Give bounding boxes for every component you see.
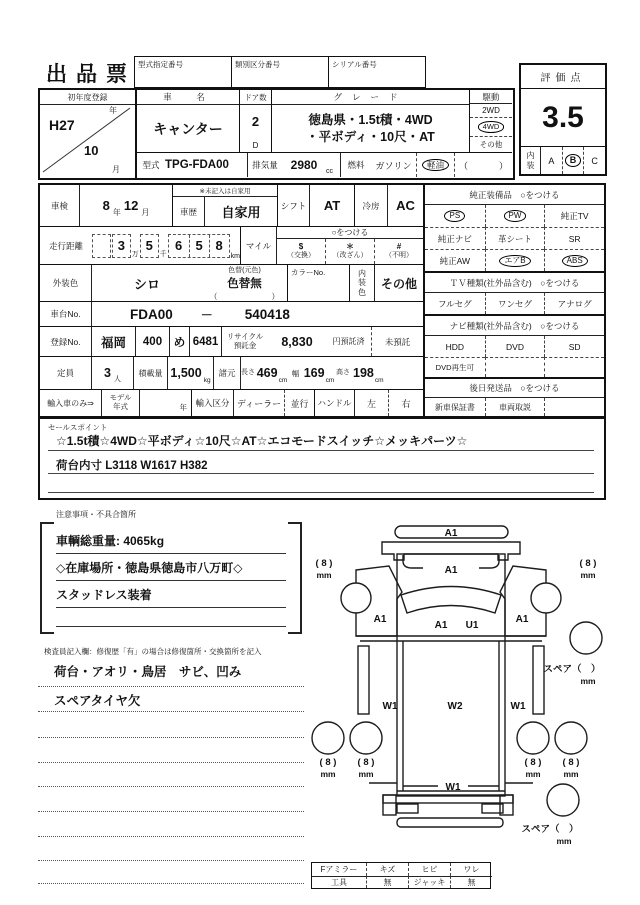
model-value: TPG-FDA00 [165,159,229,171]
equip-pw-circled: PW [504,210,527,222]
wheel-front-right [531,583,561,613]
equip-genuine-aw: 純正AW [425,249,485,271]
mile-option-exchange-text: （交換） [287,252,315,260]
wheel-front-left [341,583,371,613]
chassis-label: 車台No. [40,302,92,326]
color-number-label: カラーNo. [287,265,349,301]
doors-header: ドア数 [240,90,271,105]
navi-type-block [425,316,604,379]
notes-line-4-empty [56,608,286,627]
inspector-rule-6 [38,811,304,812]
inspector-rule-3 [38,737,304,738]
drive-option-4wd [470,118,512,137]
chassis-prefix: FDA00 [130,306,173,322]
wheel-rear-left-outer [312,722,344,754]
load-label: 積載量 [134,357,168,389]
spare-tire-bottom [547,784,579,816]
tread-depth-front-left: ( 8 ) [315,558,333,569]
odo-unit-man: 万 [131,251,139,258]
tread-unit-front-right: mm [580,570,596,580]
ac-label: 冷房 [355,185,388,226]
recycle-amount: 8,830 [281,334,313,349]
notes-line-3: スタッドレス装着 [56,581,286,608]
car-name-value: キャンター [153,120,223,137]
mile-option-exchange-symbol: $ [298,242,304,252]
model-label: 型式 [142,160,160,170]
spec-label: 諸元 [214,357,241,389]
ship-warranty-book: 新車保証書 [434,402,475,412]
interior-option-b [562,147,585,174]
load-value: 1,500 [170,366,202,380]
inspector-rule-2 [38,711,304,712]
inspector-line-2: スペアタイヤ欠 [54,694,141,708]
odo-digit-4: 6 [175,238,183,253]
displacement-value: 2980 [290,158,318,172]
spare-unit-top: mm [580,676,596,686]
mile-option-tampered-symbol: ＊ [346,242,354,252]
grade-header: グレード [272,90,469,105]
car-name-cell [137,90,240,152]
navi-empty-2 [544,357,604,377]
capacity-unit: 人 [113,376,121,383]
row-import [40,390,423,416]
shaken-year: 8 [102,198,110,213]
later-shipment-header: 後日発送品 ○をつける [425,379,604,398]
fuel-paren-close: ） [498,160,508,171]
interior-grade-label: 内装 [521,147,541,174]
sales-rule-1 [48,450,594,451]
first-registration-label: 初年度登録 [40,90,135,105]
capacity-label: 定員 [40,357,92,389]
import-division-label: 輸入区分 [192,390,234,416]
recycle-unpaid-label: 未預託 [384,336,411,347]
wheel-rear-left-inner [350,722,382,754]
panel-code-bed-left: W1 [382,701,398,712]
displacement-label: 排気量 [252,160,278,170]
tv-fullseg: フルセグ [437,298,472,309]
fuel-option-gasoline: ガソリン [371,153,417,177]
inspector-line-1: 荷台・アオリ・鳥居 サビ、凹み [54,665,242,679]
reg-month-unit: 月 [112,165,120,175]
side-rail-left [358,646,369,714]
score-label: 評価点 [521,65,605,89]
reg-area: 福岡 [92,327,136,356]
ship-vehicle-manual: 車両取説 [485,398,545,416]
panel-code-bed-right: W1 [510,701,526,712]
field-classification-label: 類別区分番号 [235,60,280,69]
mile-option-exchange [277,239,325,264]
panel-code-front-bumper: A1 [444,528,458,539]
chassis-number: 540418 [244,306,290,322]
inspector-rule-1 [38,686,304,687]
inspector-rule-7 [38,836,304,837]
spare-label-bottom: スペア（ ） [521,824,579,835]
grade-line-2: ・平ボディ・10尺・AT [306,129,435,144]
spare-unit-bottom: mm [556,836,572,846]
equip-abs-circled: ABS [562,255,588,267]
exterior-color-value: シロ [133,276,160,292]
inspector-rule-5 [38,786,304,787]
row-inspection [40,185,423,227]
import-option-dealer: ディーラー [234,390,285,416]
equip-ps [425,205,485,227]
shaken-year-unit: 年 [112,208,121,218]
odo-digit-1 [92,234,111,258]
capacity-value: 3 [104,366,111,380]
history-value: 自家用 [221,205,261,220]
handle-option-right: 右 [401,398,411,409]
equipment-panel [425,185,604,416]
odo-unit-km: km [230,253,241,260]
cab-corner-right [479,555,499,568]
panel-code-rear: W1 [445,782,461,793]
equip-pw [485,205,545,227]
interior-color-label: 内装色 [349,265,375,301]
import-only-label: 輸入車のみ⇒ [40,390,102,416]
drive-option-other: その他 [479,140,503,149]
recycle-paid-label: 円預託済 [326,327,372,356]
odo-digit-6: 8 [209,235,229,257]
inspector-rule-8 [38,860,304,861]
model-year-label: モデル年式 [102,390,140,416]
reg-year-unit: 年 [109,106,117,115]
row-chassis [40,302,423,327]
equip-ps-circled: PS [444,210,465,222]
mile-option-tampered-text: （改ざん） [332,252,368,260]
load-unit: kg [203,377,211,384]
cond-jack-value: 無 [450,876,492,889]
cond-crack: ヒビ [408,863,450,876]
inspector-rule-4 [38,762,304,763]
doors-cell [240,90,272,152]
doors-value: 2 [251,114,260,129]
cond-scratch: キズ [366,863,408,876]
equip-abs [544,249,604,271]
mile-option-unknown-symbol: # [396,242,402,252]
equip-sunroof: SR [544,227,604,249]
import-option-parallel: 並行 [285,390,315,416]
odo-unit-sen: 千 [159,251,167,258]
tread-depth-rear-left-outer: ( 8 ) [319,757,337,768]
spec-table [38,183,606,418]
reg-class: 400 [136,327,170,356]
mile-label: マイル [241,227,277,264]
height-unit: cm [374,377,384,384]
cab-and-bed-outline [397,554,505,796]
color-change-label: 色替(元色) [228,266,261,274]
drive-option-2wd: 2WD [470,104,512,118]
ac-value: AC [396,198,415,213]
field-model-designation-label: 型式指定番号 [138,60,183,69]
shaken-label: 車検 [40,185,80,226]
genuine-equipment-block [425,185,604,273]
interior-option-a: A [548,155,555,166]
grade-line-1: 徳島県・1.5t積・4WD [308,112,433,127]
wheel-rear-right-outer [555,722,587,754]
model-year-unit: 年 [140,390,192,416]
doors-sub-value: D [252,140,259,150]
tv-oneseg: ワンセグ [485,293,545,314]
odo-digit-3: 5 [140,234,159,258]
equip-genuine-tv: 純正TV [544,205,604,227]
cond-break: ワレ [450,863,492,876]
fuel-option-diesel [417,153,455,177]
recycle-label: リサイクル預託金 [226,331,264,350]
equip-airbag [485,249,545,271]
genuine-equipment-header: 純正装備品 ○をつける [425,185,604,205]
exterior-color-label: 外装色 [40,265,92,301]
reg-kana: め [170,327,190,356]
tv-analog: アナログ [544,293,604,314]
reg-number: 6481 [190,327,222,356]
color-change-paren-close: ） [271,291,280,301]
header-number-fields [134,56,426,88]
field-classification-number [232,56,329,88]
sales-point-section [38,418,606,500]
history-note: ※未記入は自家用 [173,185,277,197]
tread-depth-rear-left-inner: ( 8 ) [357,757,375,768]
grade-cell [272,90,470,152]
spare-tire-top [570,622,602,654]
tv-type-header: ＴＶ種類(社外品含む) ○をつける [425,273,604,293]
panel-code-cab-u1: U1 [465,620,479,631]
taillight-left [397,804,418,813]
equip-genuine-navi: 純正ナビ [425,227,485,249]
color-change-paren-open: （ [209,291,218,301]
row-registration-number [40,327,423,357]
car-name-header: 車 名 [137,90,239,105]
windshield [401,587,501,614]
navi-sd: SD [544,336,604,357]
mile-circle-header: ○をつける [277,227,423,239]
sales-point-label: セールスポイント [48,423,108,432]
mileage-label: 走行距離 [48,240,83,251]
ship-empty [544,398,604,416]
odo-digit-2: 3 [112,234,131,258]
drive-option-4wd-circled: 4WD [478,121,505,132]
fuel-paren-open: （ [459,160,469,171]
panel-code-cab-roof: A1 [434,620,448,631]
equip-airbag-circled: エアB [499,255,530,267]
odo-digit-5: 5 [189,235,209,257]
length-label: 長さ [241,368,255,376]
tread-unit-rear-right-inner: mm [525,769,541,779]
handle-label: ハンドル [315,390,355,416]
notes-line-2: ◇在庫場所・徳島県徳島市八万町◇ [56,554,286,581]
equip-leather-seat: 革シート [485,227,545,249]
length-value: 469 [256,366,278,380]
notes-label: 注意事項・不具合箇所 [56,510,136,519]
tread-unit-rear-right-outer: mm [563,769,579,779]
navi-hdd: HDD [445,341,465,352]
vehicle-id-table [38,88,515,180]
drive-header: 駆動 [470,90,512,104]
mile-option-unknown-text: （不明） [385,252,413,260]
rear-lower-bar [397,818,503,827]
cond-jack-label: ジャッキ [408,876,450,889]
navi-empty-1 [485,357,545,377]
fuel-label: 燃料 [347,160,365,170]
reg-no-label: 登録No. [40,327,92,356]
sales-rule-3 [48,492,594,493]
panel-code-cab-front: A1 [444,565,458,576]
score-value: 3.5 [542,100,584,134]
navi-dvd-playable: DVD再生可 [425,357,485,377]
side-rail-right [533,646,544,714]
color-change-value: 色替無 [227,277,262,290]
inspector-note-label: 検査員記入欄：修復歴「有」の場合は修復箇所・交換箇所を記入 [44,647,262,656]
tread-unit-rear-left-outer: mm [320,769,336,779]
width-unit: cm [325,377,335,384]
shaken-month: 12 [123,198,139,213]
interior-option-c: C [591,155,598,166]
condition-table [311,862,491,889]
reg-year: H27 [49,117,75,133]
field-serial-label: シリアル番号 [332,60,377,69]
fuel-option-diesel-circled: 軽油 [422,159,449,172]
interior-option-b-circled: B [565,154,582,167]
mile-option-unknown [374,239,423,264]
spare-label-top: スペア（ ） [543,664,601,675]
tread-depth-rear-right-outer: ( 8 ) [562,757,580,768]
notes-bracket-box [40,522,302,634]
length-unit: cm [278,377,288,384]
tread-depth-rear-right-inner: ( 8 ) [524,757,542,768]
row-capacity [40,357,423,390]
shift-label: シフト [278,185,310,226]
interior-color-value: その他 [380,276,417,291]
width-label: 幅 [291,368,300,378]
displacement-unit: cc [326,168,333,175]
panel-code-fender-left: A1 [373,614,387,625]
page-title: 出品票 [46,63,136,86]
handle-option-left: 左 [355,390,389,416]
cond-tools-value: 無 [366,876,408,889]
chassis-dash: － [200,307,213,322]
wheel-rear-right-inner [517,722,549,754]
truck-diagram [300,498,640,856]
sales-rule-2 [48,473,594,474]
reg-month: 10 [84,143,99,158]
drive-cell [470,90,512,152]
panel-code-fender-right: A1 [515,614,529,625]
notes-line-1: 車輌総重量: 4065kg [56,527,286,554]
cond-tools-label: 工具 [312,876,366,889]
sales-point-line-2: 荷台内寸 L3118 W1617 H382 [56,460,208,472]
mile-option-tampered [325,239,374,264]
shaken-month-unit: 月 [141,208,150,218]
tread-unit-front-left: mm [316,570,332,580]
tread-unit-rear-left-inner: mm [358,769,374,779]
tread-depth-front-right: ( 8 ) [579,558,597,569]
score-box [519,63,607,176]
first-registration-cell [40,90,137,178]
panel-code-bed-center: W2 [447,701,463,712]
tv-type-block [425,273,604,316]
later-shipment-block [425,379,604,416]
cab-corner-left [403,555,423,568]
field-serial-number [329,56,426,88]
cond-front-mirror-label: Fアミラー [320,864,358,874]
height-value: 198 [353,366,374,380]
width-value: 169 [303,366,325,380]
navi-dvd: DVD [485,336,545,357]
navi-type-header: ナビ種類(社外品含む) ○をつける [425,316,604,336]
row-color [40,265,423,302]
height-label: 高さ [336,368,350,376]
shift-value: AT [310,185,355,226]
row-mileage [40,227,423,265]
history-label: 車歴 [173,197,205,226]
field-model-designation-number [134,56,232,88]
inspector-rule-9 [38,883,304,884]
model-row [137,152,512,177]
sales-point-line-1: ☆1.5t積☆4WD☆平ボディ☆10尺☆AT☆エコモードスイッチ☆メッキパーツ☆ [56,434,468,448]
